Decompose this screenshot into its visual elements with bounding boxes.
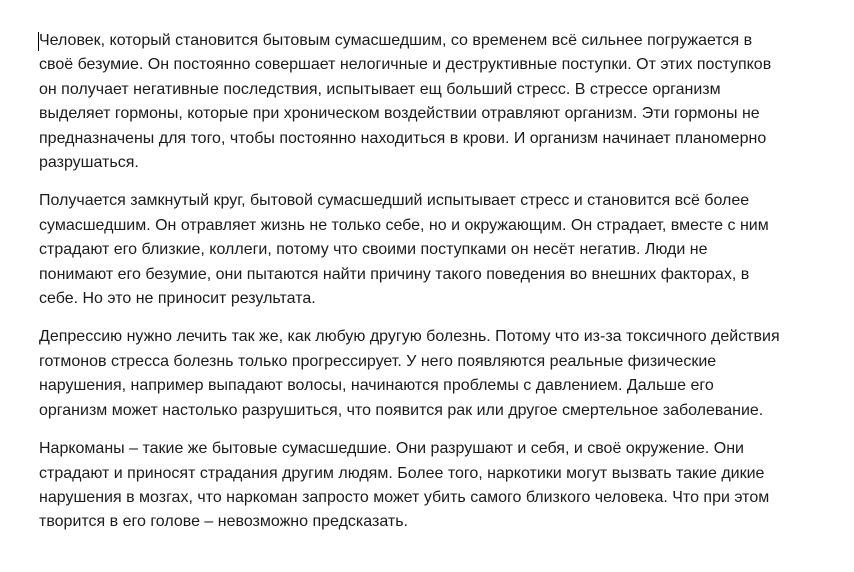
paragraph-line: организм может настолько разрушиться, что появится рак или другое смертельное заболевание. [39,401,764,419]
text-cursor [38,32,39,51]
paragraph-line: себе. Но это не приносит результата. [39,290,316,308]
paragraph-line: Получается замкнутый круг, бытовой сумасшедший испытывает стресс и становится всё более [39,192,750,210]
paragraph-line: он получает негативные последствия, испытывает ещ больший стресс. В стрессе организм [39,80,721,98]
paragraph-line: готмонов стресса болезнь только прогрессирует. У него появляются реальные физические [39,352,717,370]
paragraph-line: выделяет гормоны, которые при хроническом воздействии отравляют организм. Эти гормоны не [39,105,760,123]
document-text-area[interactable] [39,29,829,549]
paragraph-line: сумасшедшим. Он отравляет жизнь не только себе, но и окружающим. Он страдает, вместе с ним [39,216,769,234]
paragraph-line: Наркоманы – такие же бытовые сумасшедшие. Они разрушают и себя, и своё окружение. Они [39,440,744,458]
paragraph-line: нарушения в мозгах, что наркоман запросто может убить самого близкого человека. Что при этом [39,488,770,506]
paragraph-1 [39,29,829,175]
paragraph-line: предназначены для того, чтобы постоянно находиться в крови. И организм начинает планомерно [39,129,767,147]
paragraph-line: разрушаться. [39,154,139,172]
paragraph-line: страдают его близкие, коллеги, потому что своими поступками он несёт негатив. Люди не [39,241,708,259]
paragraph-line: нарушения, например выпадают волосы, начинаются проблемы с давлением. Дальше его [39,377,714,395]
paragraph-line: Человек, который становится бытовым сумасшедшим, со временем всё сильнее погружается в [39,32,753,49]
paragraph-line: понимают его безумие, они пытаются найти причину такого поведения во внешних факторах, в [39,265,750,283]
paragraph-line: Депрессию нужно лечить так же, как любую другую болезнь. Потому что из-за токсичного действия [39,328,780,346]
paragraph-line: страдают и приносят страдания другим людям. Более того, наркотики могут вызвать такие дикие [39,464,765,482]
paragraph-line: творится в его голове – невозможно предсказать. [39,513,408,531]
paragraph-line: своё безумие. Он постоянно совершает нелогичные и деструктивные поступки. От этих поступков [39,56,772,74]
paragraph-4 [39,437,829,535]
paragraph-3 [39,325,829,423]
paragraph-2 [39,189,829,311]
